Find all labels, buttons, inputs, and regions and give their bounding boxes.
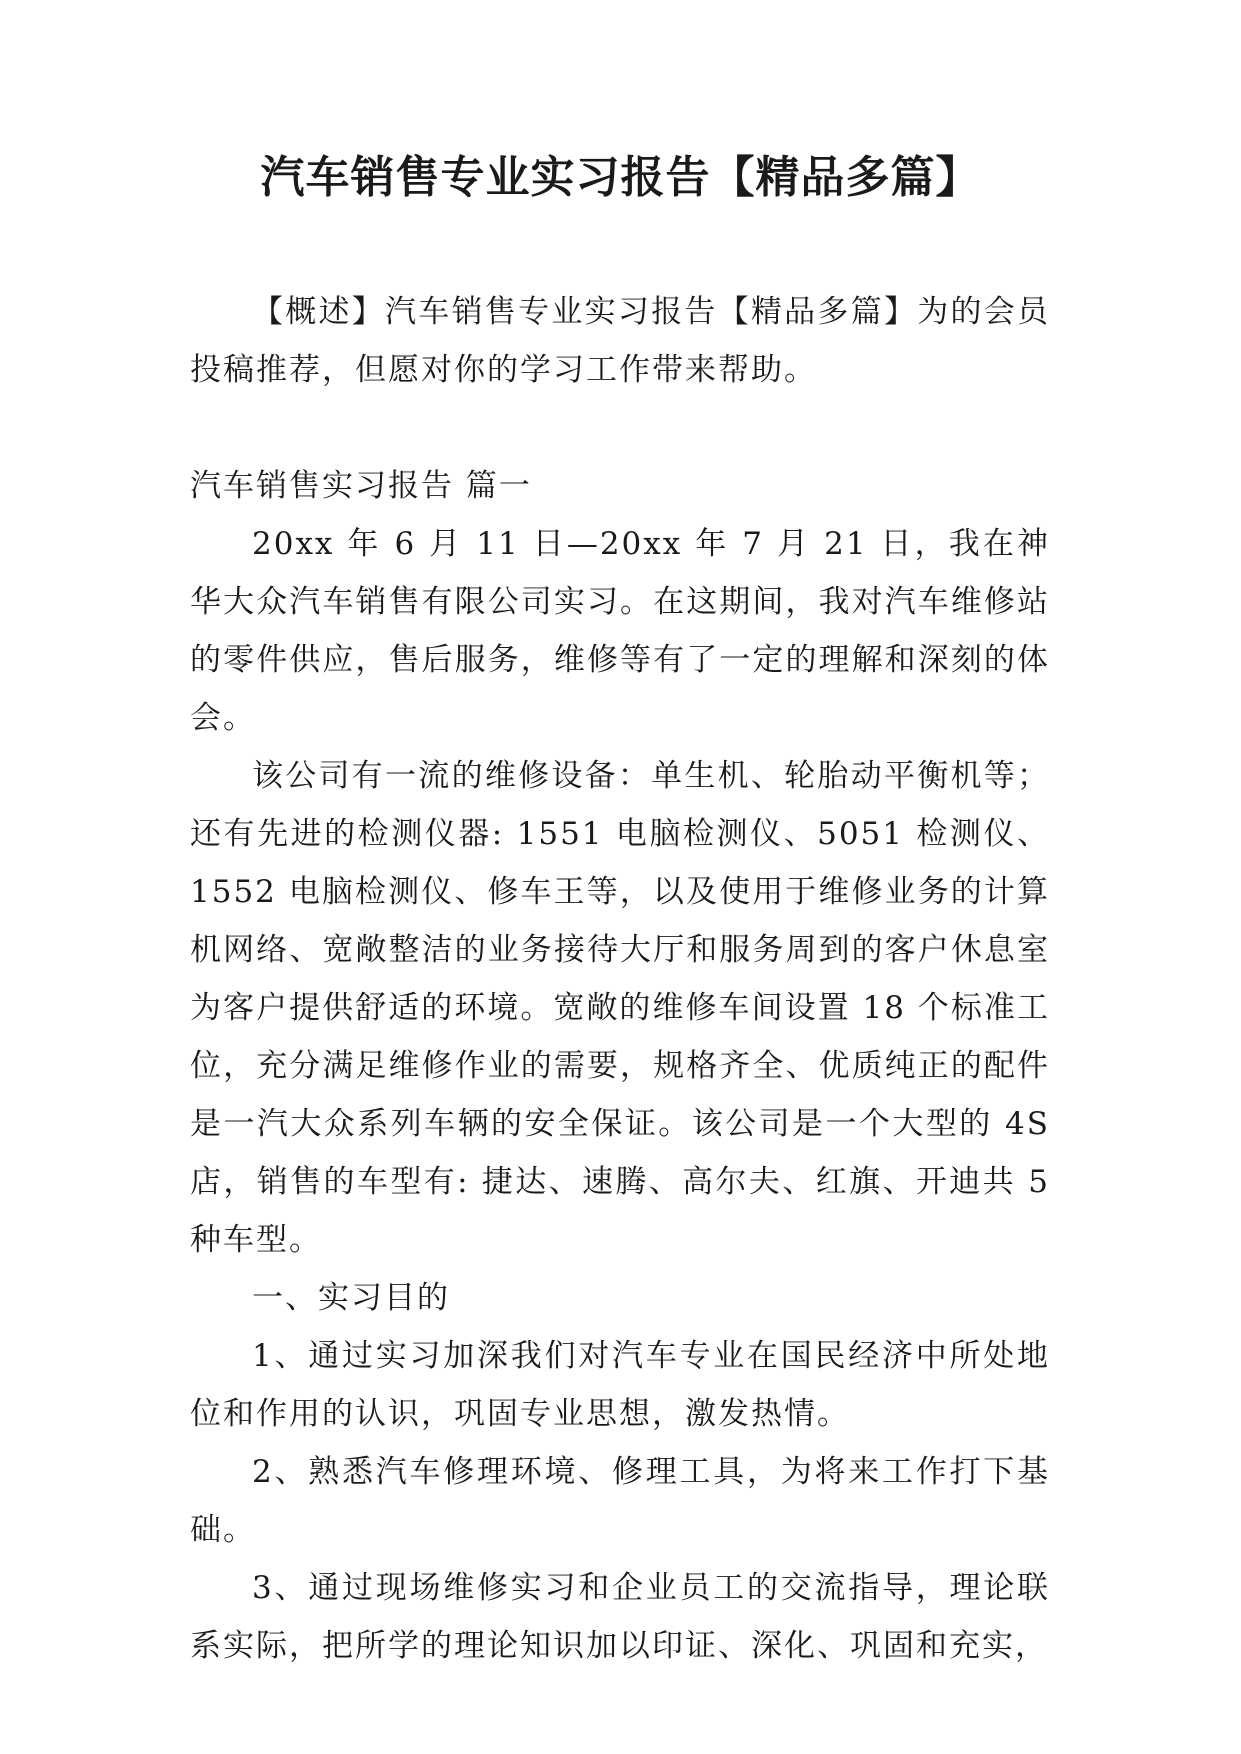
section-heading: 汽车销售实习报告 篇一 [190,468,532,504]
paragraph-4: 2、熟悉汽车修理环境、修理工具，为将来工作打下基础。 [190,1454,1050,1548]
document-title: 汽车销售专业实习报告【精品多篇】 [260,152,981,203]
paragraph-3: 1、通过实习加深我们对汽车专业在国民经济中所处地位和作用的认识，巩固专业思想，激发热情。 [190,1338,1050,1432]
paragraph-2: 该公司有一流的维修设备：单生机、轮胎动平衡机等；还有先进的检测仪器: 1551 电脑检测仪、5051 检测仪、1552 电脑检测仪、修车王等，以及使用于维修业务的计算机网络、宽敞整洁的业务接待大厅和服务周到的客户休息室为客户提供舒适的环境。宽敞的维修车间设置 18 个标准工位，充分满足维修作业的需要，规格齐全、优质纯正的配件是一汽大众系列车辆的安全保证。该公司是一个大型的 4S 店，销售的车型有: 捷达、速腾、高尔夫、红旗、开迪共 5 种车型。 [190,758,1050,1258]
subheading-purpose: 一、实习目的 [252,1280,450,1316]
paragraph-1: 20xx 年 6 月 11 日—20xx 年 7 月 21 日，我在神华大众汽车销售有限公司实习。在这期间，我对汽车维修站的零件供应，售后服务，维修等有了一定的理解和深刻的体会。 [190,526,1050,736]
paragraph-5: 3、通过现场维修实习和企业员工的交流指导，理论联系实际，把所学的理论知识加以印证、深化、巩固和充实， [190,1570,1050,1664]
summary-paragraph: 【概述】汽车销售专业实习报告【精品多篇】为的会员投稿推荐，但愿对你的学习工作带来帮助。 [190,294,1050,388]
document-body [190,283,1050,1675]
